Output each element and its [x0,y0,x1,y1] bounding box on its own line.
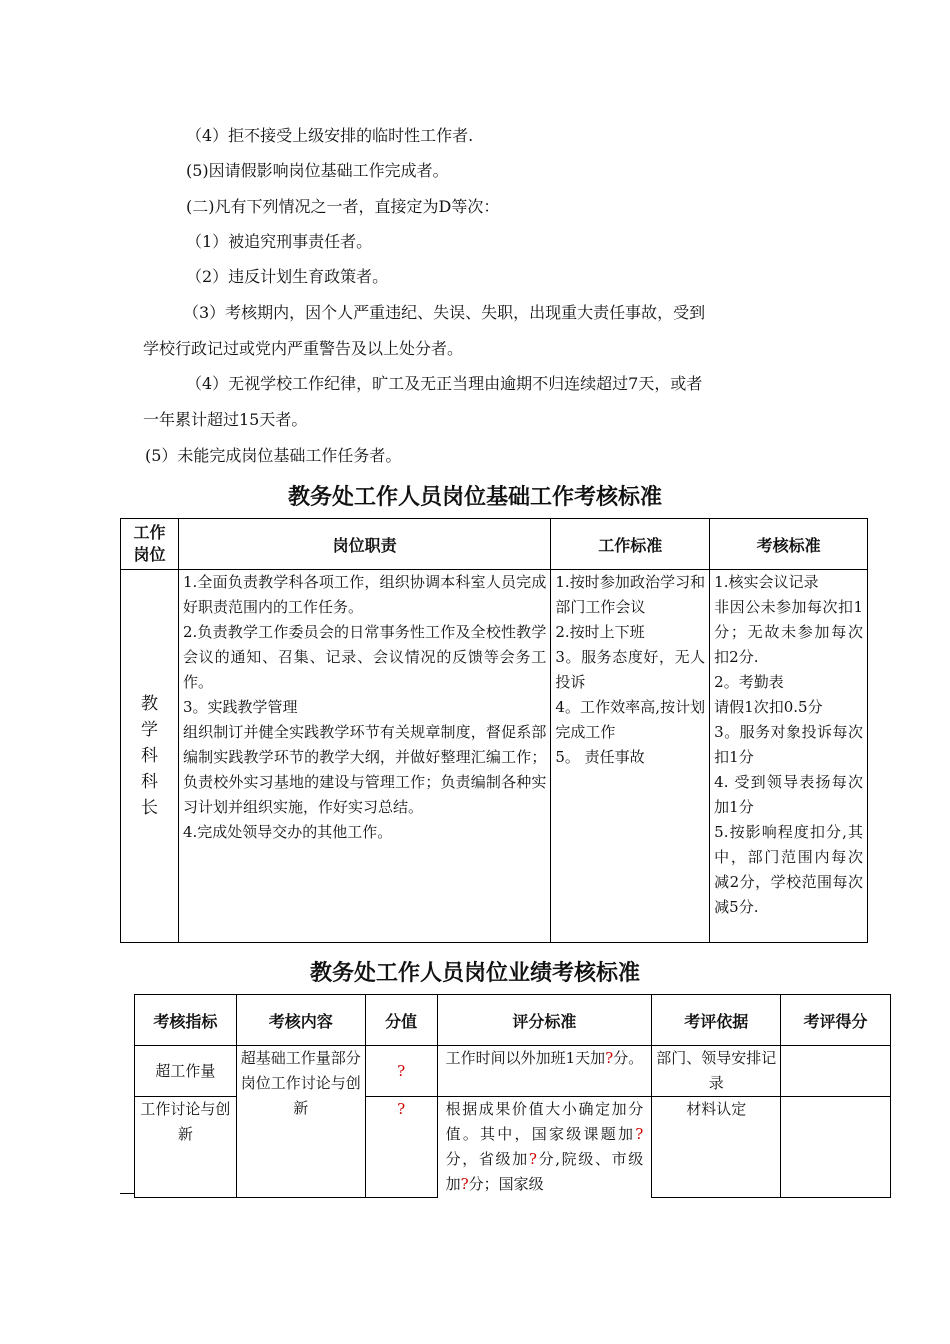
header-work-standard: 工作标准 [551,519,710,570]
paragraph-4: （1）被追究刑事责任者。 [186,232,373,251]
paragraph-3: (二)凡有下列情况之一者，直接定为D等次： [186,197,500,216]
criteria-text: 分，省级加 [445,1150,529,1168]
duty-item: 3。实践教学管理 [182,698,298,716]
header-post: 工作岗位 [121,519,179,570]
paragraph-2: (5)因请假影响岗位基础工作完成者。 [186,161,449,180]
work-standard-item: 4。工作效率高,按计划完成工作 [555,698,706,741]
performance-assessment-table [134,994,891,1198]
content-a: 超基础工作量部分 [240,1049,361,1067]
page-break-line [120,1193,134,1194]
criteria-text: 分；国家级 [468,1175,544,1193]
content-cell [236,1046,365,1198]
header-duty: 岗位职责 [178,519,550,570]
paragraph-8: （4）无视学校工作纪律，旷工及无正当理由逾期不归连续超过7天，或者 [186,374,703,393]
criteria-text: 根据成果价值大小确定加分值。其中，国家级课题加 [445,1100,644,1143]
criteria-score: ? [460,1175,469,1193]
score-cell: ? [365,1046,437,1097]
header-basis: 考评依据 [652,995,781,1046]
paragraph-1: （4）拒不接受上级安排的临时性工作者. [186,126,474,145]
indicator-cell: 超工作量 [135,1046,237,1097]
criteria-score: ? [528,1150,537,1168]
assess-standard-item: 1.核实会议记录 [714,573,819,591]
result-cell [781,1046,891,1097]
header-indicator: 考核指标 [135,995,237,1046]
assess-standard-item: 请假1次扣0.5分 [714,698,823,716]
score-cell: ? [365,1097,437,1198]
header-assess-standard: 考核标准 [710,519,868,570]
criteria-cell [437,1097,652,1198]
criteria-text: 工作时间以外加班1天加 [445,1049,606,1067]
assess-standard-item: 3。服务对象投诉每次扣1分 [714,723,863,766]
header-criteria: 评分标准 [437,995,652,1046]
basis-cell: 部门、领导安排记录 [652,1046,781,1097]
header-result: 考评得分 [781,995,891,1046]
criteria-score: ? [605,1049,614,1067]
header-content: 考核内容 [236,995,365,1046]
table2-title: 教务处工作人员岗位业绩考核标准 [309,961,640,986]
duty-item: 2.负责教学工作委员会的日常事务性工作及全校性教学会议的通知、召集、记录、会议情况的反馈等会务工作。 [182,623,547,691]
post-cell [121,570,179,943]
basic-work-assessment-table [120,518,868,943]
basis-cell: 材料认定 [652,1097,781,1198]
work-standard-item: 5。 责任事故 [555,748,645,766]
assess-standard-item: 非因公未参加每次扣1分；无故未参加每次扣2分. [714,598,863,666]
result-cell [781,1097,891,1198]
paragraph-10: (5）未能完成岗位基础工作任务者。 [145,446,402,465]
criteria-score: ? [635,1125,644,1143]
paragraph-9: 一年累计超过15天者。 [143,410,308,429]
criteria-text: 分,院级、市级加 [445,1150,644,1193]
indicator-cell: 工作讨论与创新 [135,1097,237,1198]
assess-standard-item: 5.按影响程度扣分,其中，部门范围内每次减2分，学校范围每次减5分. [714,823,863,916]
table1-title: 教务处工作人员岗位基础工作考核标准 [287,485,662,510]
paragraph-6: （3）考核期内，因个人严重违纪、失误、失职，出现重大责任事故，受到 [183,303,706,322]
assess-standard-cell [710,570,868,943]
duty-item: 1.全面负责教学科各项工作，组织协调本科室人员完成好职责范围内的工作任务。 [182,573,547,616]
paragraph-7: 学校行政记过或党内严重警告及以上处分者。 [143,339,464,358]
duty-item: 4.完成处领导交办的其他工作。 [182,823,393,841]
work-standard-item: 1.按时参加政治学习和部门工作会议 [555,573,706,616]
header-score: 分值 [365,995,437,1046]
assess-standard-item: 4. 受到领导表扬每次加1分 [714,773,863,816]
criteria-cell [437,1046,652,1097]
work-standard-item: 3。服务态度好，无人投诉 [555,648,706,691]
duty-item: 组织制订并健全实践教学环节有关规章制度，督促系部编制实践教学环节的教学大纲，并做好整理汇编工作；负责校外实习基地的建设与管理工作；负责编制各种实习计划并组织实施，作好实习总结。 [182,723,547,816]
work-standard-item: 2.按时上下班 [555,623,645,641]
post-name: 教学科科长 [140,694,158,818]
criteria-text: 分。 [613,1049,644,1067]
content-b: 岗位工作讨论与创新 [240,1074,361,1117]
assess-standard-item: 2。考勤表 [714,673,784,691]
paragraph-5: （2）违反计划生育政策者。 [186,267,389,286]
duty-cell [178,570,550,943]
work-standard-cell [551,570,710,943]
